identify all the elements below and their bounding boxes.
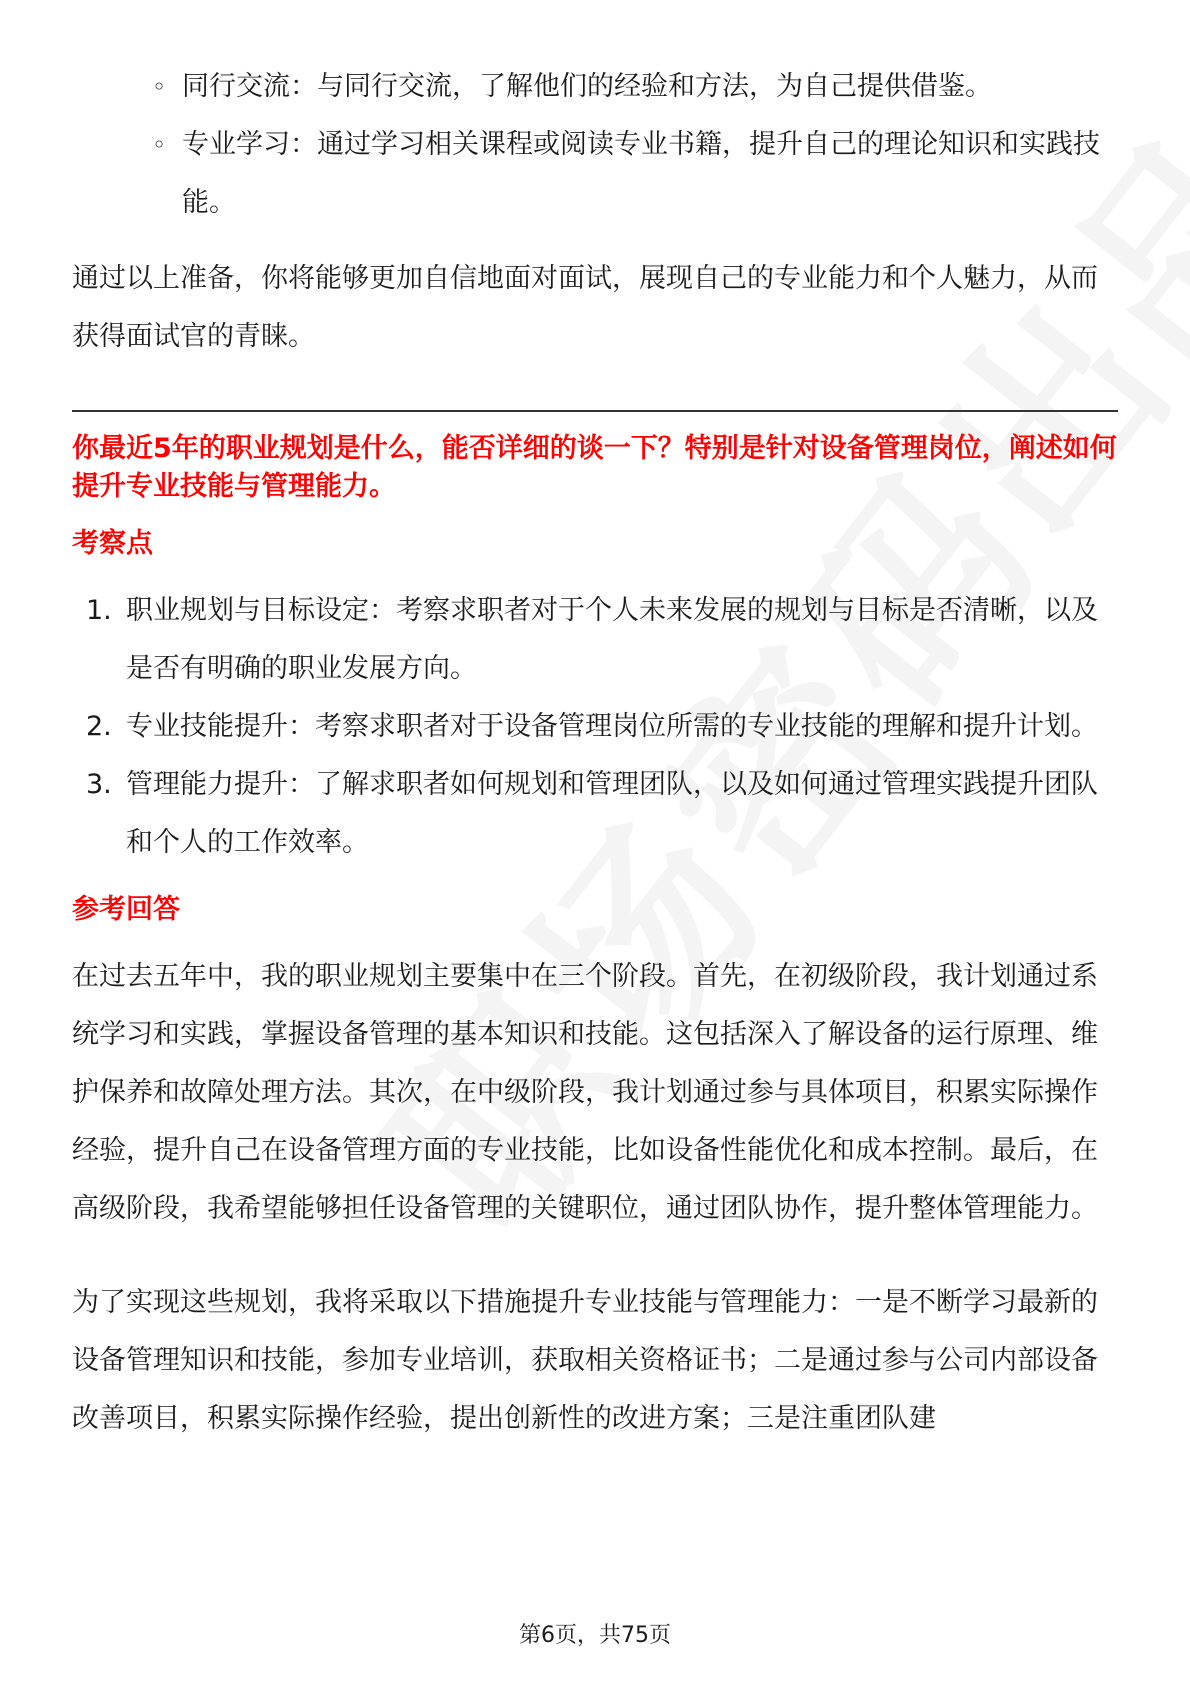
answer-paragraph-2: 为了实现这些规划，我将采取以下措施提升专业技能与管理能力：一是不断学习最新的设备管理知识和技能，参加专业培训，获取相关资格证书；二是通过参与公司内部设备改善项目，积累实际操作经验，提出创新性的改进方案；三是注重团队建 [72, 1287, 1098, 1434]
hollow-bullet-icon: ◦ [152, 131, 167, 159]
list-item [152, 116, 1118, 232]
list-item [86, 698, 1118, 756]
page-number-footer: 第6页，共75页 [519, 1623, 671, 1648]
list-item [152, 58, 1118, 116]
list-item-text: 职业规划与目标设定：考察求职者对于个人未来发展的规划与目标是否清晰，以及是否有明确的职业发展方向。 [126, 595, 1098, 684]
page-content [72, 58, 1118, 1448]
list-number: 1. [86, 595, 112, 626]
hollow-bullet-icon: ◦ [152, 73, 167, 101]
section-divider [72, 410, 1118, 412]
list-number: 2. [86, 711, 112, 742]
focus-heading: 考察点 [72, 528, 153, 559]
list-item-text: 管理能力提升：了解求职者如何规划和管理团队，以及如何通过管理实践提升团队和个人的工作效率。 [126, 769, 1098, 858]
list-number: 3. [86, 769, 112, 800]
answer-paragraph-1: 在过去五年中，我的职业规划主要集中在三个阶段。首先，在初级阶段，我计划通过系统学习和实践，掌握设备管理的基本知识和技能。这包括深入了解设备的运行原理、维护保养和故障处理方法。其次，在中级阶段，我计划通过参与具体项目，积累实际操作经验，提升自己在设备管理方面的专业技能，比如设备性能优化和成本控制。最后，在高级阶段，我希望能够担任设备管理的关键职位，通过团队协作，提升整体管理能力。 [72, 961, 1098, 1224]
list-item [86, 582, 1118, 698]
answer-heading: 参考回答 [72, 894, 180, 925]
summary-paragraph: 通过以上准备，你将能够更加自信地面对面试，展现自己的专业能力和个人魅力，从而获得面试官的青睐。 [72, 263, 1098, 352]
sub-bullet-list [72, 58, 1118, 232]
list-item-text: 专业技能提升：考察求职者对于设备管理岗位所需的专业技能的理解和提升计划。 [126, 711, 1098, 742]
list-item-text: 同行交流：与同行交流，了解他们的经验和方法，为自己提供借鉴。 [182, 71, 992, 102]
list-item [86, 756, 1118, 872]
interview-question: 你最近5年的职业规划是什么，能否详细的谈一下？特别是针对设备管理岗位，阐述如何提升专业技能与管理能力。 [72, 433, 1117, 502]
focus-points-list [72, 582, 1118, 872]
list-item-text: 专业学习：通过学习相关课程或阅读专业书籍，提升自己的理论知识和实践技能。 [182, 129, 1100, 218]
